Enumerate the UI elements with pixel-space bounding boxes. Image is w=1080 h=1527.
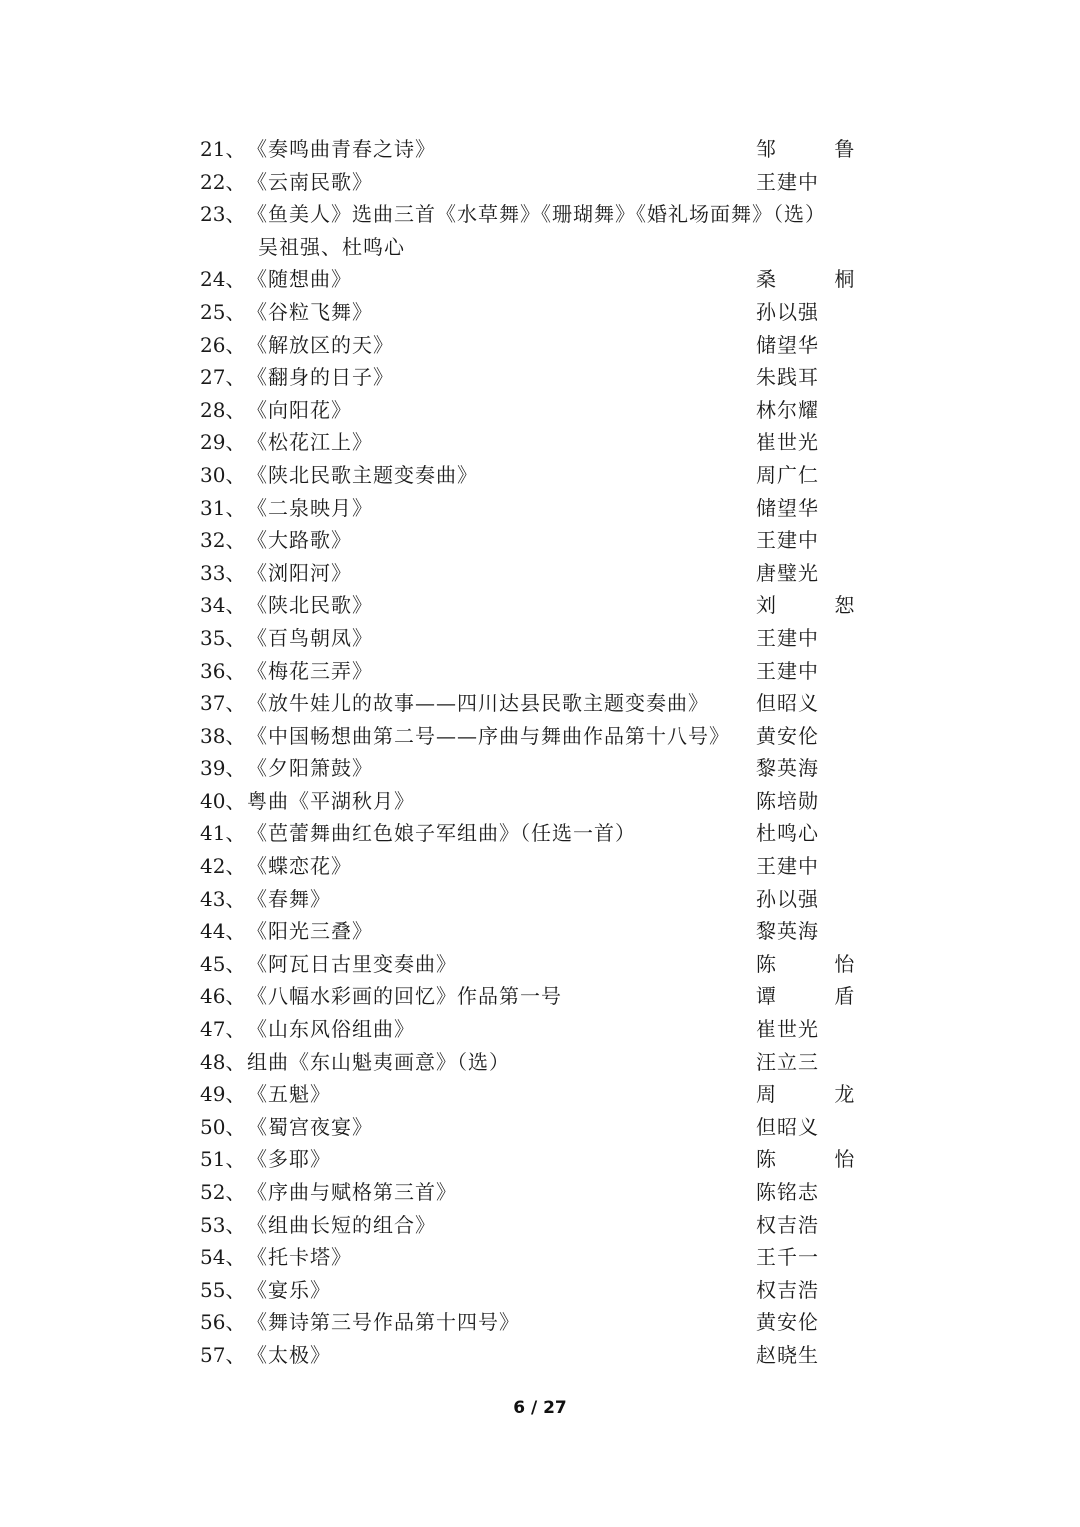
composer-name: 王建中 [756,658,819,683]
composer-name: 杜鸣心 [756,821,819,846]
composer-name: 黎英海 [756,756,819,781]
composer-name: 黄安伦 [756,1310,819,1335]
list-item [200,655,880,688]
item-number: 49、 [200,1082,246,1107]
piece-title: 《中国畅想曲第二号——序曲与舞曲作品第十八号》 [247,723,730,748]
piece-title: 《二泉映月》 [247,495,373,520]
composer-name: 权吉浩 [756,1277,819,1302]
piece-title: 《阳光三叠》 [247,919,373,944]
item-number: 57、 [200,1342,246,1367]
piece-title: 《陕北民歌主题变奏曲》 [247,462,478,487]
piece-title: 《芭蕾舞曲红色娘子军组曲》（任选一首） [247,821,636,846]
piece-title: 《序曲与赋格第三首》 [247,1180,457,1204]
list-item [200,1111,880,1144]
list-item [200,720,880,753]
list-item [200,1046,880,1079]
list-item [200,1241,880,1274]
piece-title: 《大路歌》 [247,528,352,553]
list-item [200,1143,880,1176]
item-number: 25、 [200,299,246,324]
composer-name: 刘 恕 [756,593,881,618]
item-number: 35、 [200,625,246,650]
item-number: 24、 [200,267,246,292]
list-item [200,752,880,785]
item-number: 55、 [200,1277,246,1302]
list-item [200,687,880,720]
list-item [200,133,880,166]
piece-title: 《奏鸣曲青春之诗》 [247,137,436,161]
item-number: 23、 [200,202,246,227]
composer-name: 陈 怡 [756,1147,881,1172]
composer-name: 朱践耳 [756,365,819,390]
item-number: 44、 [200,919,246,944]
page-number: 6 / 27 [513,1398,567,1418]
list-item [200,948,880,981]
composer-name: 王建中 [756,854,819,879]
list-item [200,198,880,263]
composer-names: 吴祖强、杜鸣心 [258,234,405,259]
item-number: 30、 [200,462,246,487]
list-item [200,785,880,818]
list-item [200,426,880,459]
composer-name: 邹 鲁 [756,137,881,161]
composer-name: 王建中 [756,625,819,650]
list-item [200,1176,880,1209]
item-number: 42、 [200,854,246,879]
composer-name: 黎英海 [756,919,819,944]
list-item [200,883,880,916]
piece-title: 《翻身的日子》 [247,365,394,390]
item-number: 37、 [200,691,246,716]
piece-title: 《宴乐》 [247,1277,331,1302]
piece-title: 《夕阳箫鼓》 [247,756,373,781]
piece-title: 《托卡塔》 [247,1245,352,1270]
item-number: 39、 [200,756,246,781]
piece-title: 《谷粒飞舞》 [247,299,373,324]
list-item [200,850,880,883]
list-item [200,1013,880,1046]
composer-name: 陈铭志 [756,1180,819,1204]
list-item [200,1078,880,1111]
composer-name: 唐璧光 [756,560,819,585]
piece-title: 《山东风俗组曲》 [247,1017,415,1042]
piece-title: 《浏阳河》 [247,560,352,585]
item-number: 32、 [200,528,246,553]
composer-name: 陈 怡 [756,951,881,976]
piece-title: 《舞诗第三号作品第十四号》 [247,1310,520,1335]
composer-name: 孙以强 [756,299,819,324]
item-number: 46、 [200,984,246,1009]
list-item [200,1274,880,1307]
repertoire-list [200,133,880,1372]
composer-name: 赵晓生 [756,1342,819,1367]
item-number: 31、 [200,495,246,520]
piece-title: 《多耶》 [247,1147,331,1172]
list-item [200,263,880,296]
composer-name: 权吉浩 [756,1212,819,1237]
piece-title: 《松花江上》 [247,430,373,455]
item-number: 41、 [200,821,246,846]
item-number: 36、 [200,658,246,683]
list-item [200,817,880,850]
piece-title: 《云南民歌》 [247,169,373,194]
piece-title: 《梅花三弄》 [247,658,373,683]
item-number: 50、 [200,1114,246,1139]
list-item [200,980,880,1013]
item-number: 34、 [200,593,246,618]
item-number: 52、 [200,1180,246,1204]
composer-name: 储望华 [756,495,819,520]
list-item [200,524,880,557]
item-number: 43、 [200,886,246,911]
list-item [200,459,880,492]
item-number: 33、 [200,560,246,585]
list-item [200,1306,880,1339]
composer-name: 桑 桐 [756,267,881,292]
composer-name: 王建中 [756,528,819,553]
item-number: 26、 [200,332,246,357]
list-item [200,622,880,655]
composer-name: 黄安伦 [756,723,819,748]
list-item [200,557,880,590]
composer-name: 储望华 [756,332,819,357]
composer-name: 王千一 [756,1245,819,1270]
list-item [200,1339,880,1372]
composer-name: 周 龙 [756,1082,881,1107]
composer-name: 但昭义 [756,1114,819,1139]
piece-title: 《蝶恋花》 [247,854,352,879]
item-number: 54、 [200,1245,246,1270]
composer-name: 谭 盾 [756,984,881,1009]
piece-title: 《放牛娃儿的故事——四川达县民歌主题变奏曲》 [247,691,709,716]
composer-name: 崔世光 [756,1017,819,1042]
item-number: 21、 [200,137,246,161]
list-item [200,589,880,622]
piece-title: 《陕北民歌》 [247,593,373,618]
piece-title: 《百鸟朝凤》 [247,625,373,650]
composer-name: 林尔耀 [756,397,819,422]
list-item [200,394,880,427]
item-number: 56、 [200,1310,246,1335]
item-number: 38、 [200,723,246,748]
item-number: 47、 [200,1017,246,1042]
list-item [200,296,880,329]
composer-name: 王建中 [756,169,819,194]
list-item [200,492,880,525]
piece-title: 粤曲《平湖秋月》 [247,788,415,813]
list-item [200,329,880,362]
item-number: 29、 [200,430,246,455]
piece-title: 《五魁》 [247,1082,331,1107]
list-item [200,361,880,394]
piece-title: 《随想曲》 [247,267,352,292]
list-item [200,915,880,948]
composer-name: 汪立三 [756,1049,819,1074]
piece-title: 《阿瓦日古里变奏曲》 [247,951,457,976]
piece-title: 《八幅水彩画的回忆》作品第一号 [247,984,562,1009]
item-number: 53、 [200,1212,246,1237]
item-number: 51、 [200,1147,246,1172]
composer-name: 但昭义 [756,691,819,716]
piece-title: 《组曲长短的组合》 [247,1212,436,1237]
piece-title: 《鱼美人》选曲三首《水草舞》《珊瑚舞》《婚礼场面舞》（选） [247,202,826,227]
composer-name: 周广仁 [756,462,819,487]
piece-title: 《蜀宫夜宴》 [247,1114,373,1139]
piece-title: 《春舞》 [247,886,331,911]
item-number: 48、 [200,1049,246,1074]
item-number: 40、 [200,788,246,813]
composer-name: 陈培勋 [756,788,819,813]
piece-title: 组曲《东山魁夷画意》（选） [247,1049,510,1074]
piece-title: 《向阳花》 [247,397,352,422]
item-number: 22、 [200,169,246,194]
list-item [200,166,880,199]
item-number: 45、 [200,951,246,976]
piece-title: 《太极》 [247,1342,331,1367]
item-number: 28、 [200,397,246,422]
item-number: 27、 [200,365,246,390]
composer-name: 孙以强 [756,886,819,911]
list-item [200,1209,880,1242]
piece-title: 《解放区的天》 [247,332,394,357]
composer-name: 崔世光 [756,430,819,455]
